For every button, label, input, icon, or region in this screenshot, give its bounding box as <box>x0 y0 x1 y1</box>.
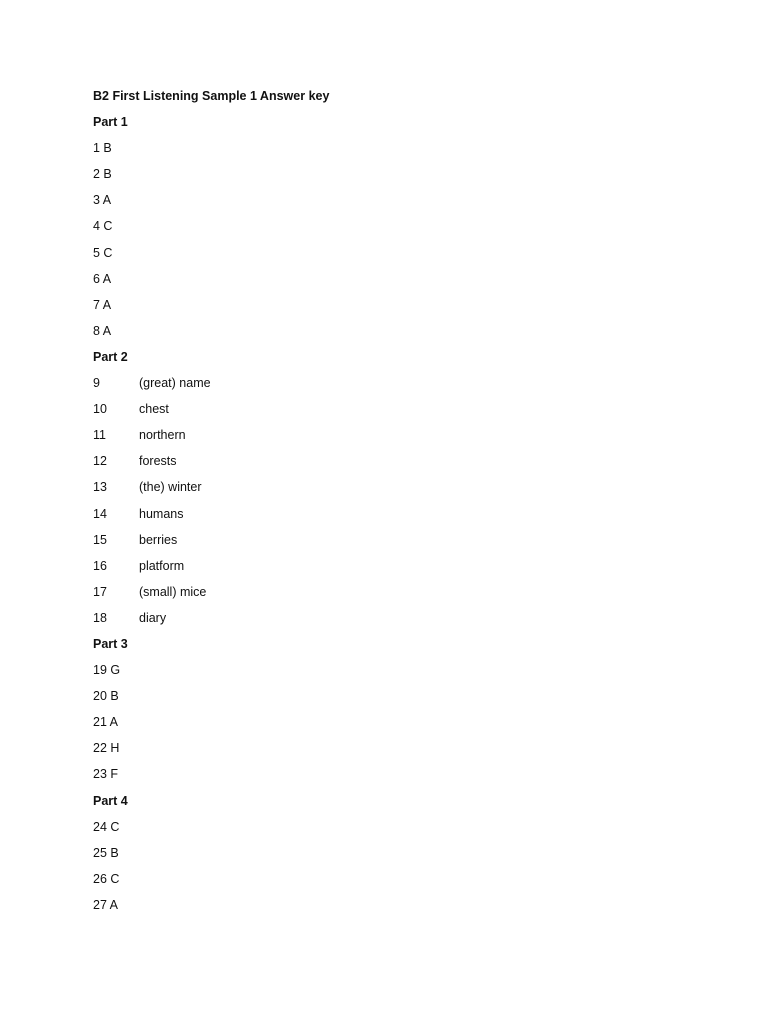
question-number: 14 <box>93 506 107 521</box>
part-2-answer-row <box>93 609 693 635</box>
part-2-answer-row <box>93 557 693 583</box>
part-1-answer: 4 C <box>93 219 113 234</box>
part-3-answer: 19 G <box>93 663 121 678</box>
part-1-answer: 6 A <box>93 271 112 286</box>
part-2-answer-row <box>93 400 693 426</box>
part-2-answer-row <box>93 583 693 609</box>
part-1-answer: 1 B <box>93 141 112 156</box>
document-title: B2 First Listening Sample 1 Answer key <box>93 89 330 103</box>
part-3-answer: 20 B <box>93 689 119 704</box>
part-1-answer: 2 B <box>93 167 112 182</box>
part-2-answer-row <box>93 374 693 400</box>
question-number: 18 <box>93 610 107 625</box>
part-1-answer: 8 A <box>93 323 112 338</box>
part-4-heading: Part 4 <box>93 793 128 808</box>
answer-text: (great) name <box>139 376 211 391</box>
question-number: 13 <box>93 480 107 495</box>
answer-key-document <box>93 87 693 922</box>
part-2-answer-row <box>93 452 693 478</box>
part-4-answer: 26 C <box>93 871 120 886</box>
part-4-answer: 27 A <box>93 897 119 912</box>
part-4-answer: 24 C <box>93 819 120 834</box>
part-2-heading: Part 2 <box>93 349 128 364</box>
part-3-answer: 21 A <box>93 715 119 730</box>
part-1-heading: Part 1 <box>93 115 128 130</box>
answer-text: (the) winter <box>139 480 202 495</box>
question-number: 11 <box>93 428 106 443</box>
question-number: 15 <box>93 532 107 547</box>
part-3-answer: 23 F <box>93 767 119 782</box>
answer-text: berries <box>139 532 178 547</box>
answer-text: platform <box>139 558 185 573</box>
answer-text: diary <box>139 610 167 625</box>
question-number: 12 <box>93 454 107 469</box>
answer-text: northern <box>139 428 186 443</box>
part-4-answer: 25 B <box>93 845 119 860</box>
question-number: 17 <box>93 584 107 599</box>
answer-text: (small) mice <box>139 584 207 599</box>
part-3-answer: 22 H <box>93 741 120 756</box>
part-2-answer-row <box>93 531 693 557</box>
answer-text: chest <box>139 402 169 417</box>
part-1-answer: 7 A <box>93 297 112 312</box>
part-2-answer-row <box>93 478 693 504</box>
part-2-answer-row <box>93 505 693 531</box>
part-3-heading: Part 3 <box>93 636 128 651</box>
part-1-answer: 5 C <box>93 245 113 260</box>
question-number: 10 <box>93 402 107 417</box>
answer-text: humans <box>139 506 184 521</box>
question-number: 9 <box>93 376 100 391</box>
question-number: 16 <box>93 558 107 573</box>
answer-text: forests <box>139 454 177 469</box>
part-2-answer-row <box>93 426 693 452</box>
part-1-answer: 3 A <box>93 193 112 208</box>
